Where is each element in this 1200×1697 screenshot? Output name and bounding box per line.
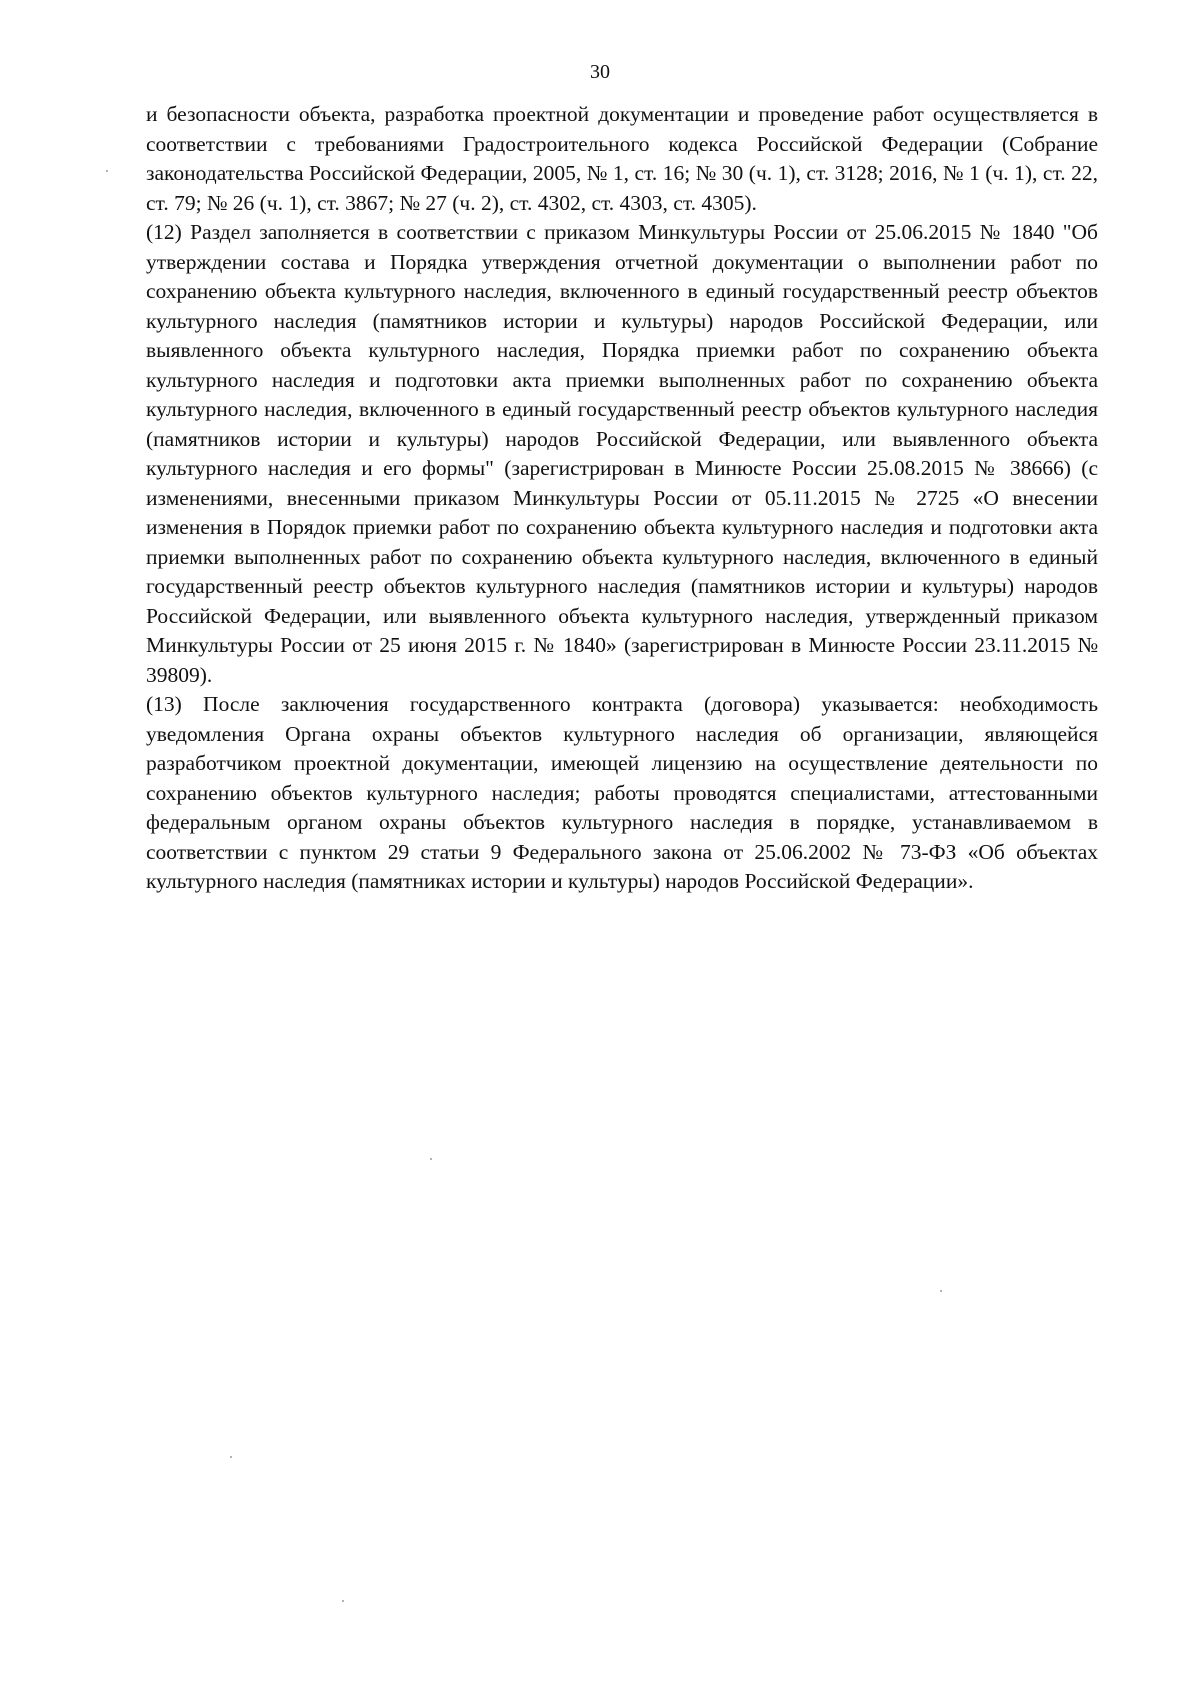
page-number: 30 [590,61,610,83]
footnote-12: (12) Раздел заполняется в соответствии с приказом Минкультуры России от 25.06.2015 № 1840 "Об утверждении состава и Порядка утверждения отчетной документации о выполнении работ по сохранению объекта культурного наследия, включенного в единый государственный реестр объектов культурного наследия (памятников истории и культуры) народов Российской Федерации, или выявленного объекта культурного наследия, Порядка приемки работ по сохранению объекта культурного наследия и подготовки акта приемки выполненных работ по сохранению объекта культурного наследия, включенного в единый государственный реестр объектов культурного наследия (памятников истории и культуры) народов Российской Федерации, или выявленного объекта культурного наследия и его формы" (зарегистрирован в Минюсте России 25.08.2015 № 38666) (с изменениями, внесенными приказом Минкультуры России от 05.11.2015 № 2725 «О внесении изменения в Порядок приемки работ по сохранению объекта культурного наследия и подготовки акта приемки выполненных работ по сохранению объекта культурного наследия, включенного в единый государственный реестр объектов культурного наследия (памятников истории и культуры) народов Российской Федерации, или выявленного объекта культурного наследия, утвержденный приказом Минкультуры России от 25 июня 2015 г. № 1840» (зарегистрирован в Минюсте России 23.11.2015 № 39809). [146,220,1098,687]
scan-speck [940,1290,942,1292]
footnote-13: (13) После заключения государственного контракта (договора) указывается: необходимость уведомления Органа охраны объектов культурного наследия об организации, являющейся разработчиком проектной документации, имеющей лицензию на осуществление деятельности по сохранению объектов культурного наследия; работы проводятся специалистами, аттестованными федеральным органом охраны объектов культурного наследия в порядке, устанавливаемом в соответствии с пунктом 29 статьи 9 Федерального закона от 25.06.2002 № 73-ФЗ «Об объектах культурного наследия (памятниках истории и культуры) народов Российской Федерации». [146,692,1098,893]
page-body [146,100,1098,897]
scan-speck [342,1600,344,1602]
scan-speck [106,170,108,172]
paragraph-continuation: и безопасности объекта, разработка проектной документации и проведение работ осуществляется в соответствии с требованиями Градостроительного кодекса Российской Федерации (Собрание законодательства Российской Федерации, 2005, № 1, ст. 16; № 30 (ч. 1), ст. 3128; 2016, № 1 (ч. 1), ст. 22, ст. 79; № 26 (ч. 1), ст. 3867; № 27 (ч. 2), ст. 4302, ст. 4303, ст. 4305). [146,102,1098,215]
scan-speck [430,1158,432,1160]
scan-speck [230,1456,232,1458]
